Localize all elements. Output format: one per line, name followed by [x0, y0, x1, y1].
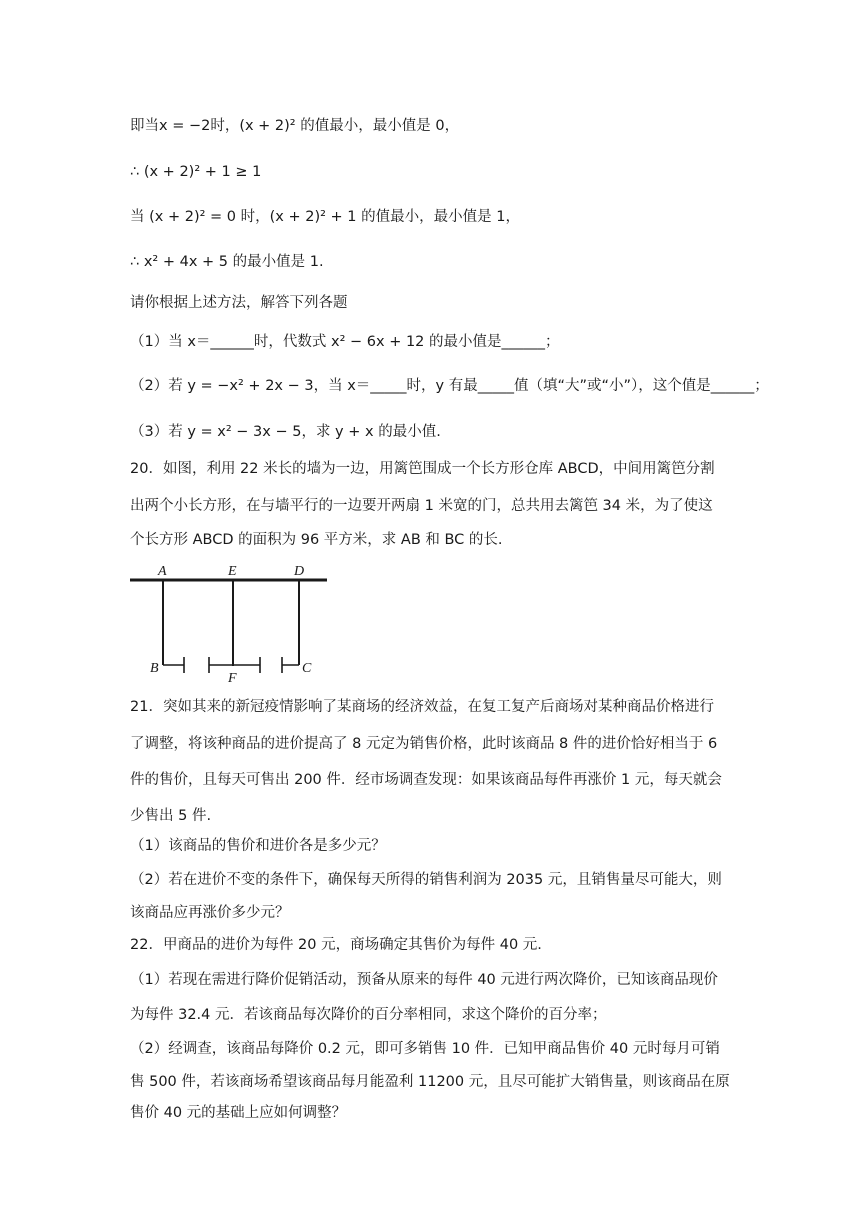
question-21-line-1: 21．突如其来的新冠疫情影响了某商场的经济效益，在复工复产后商场对某种商品价格进行	[130, 699, 714, 715]
question-22-part-1-line-1: （1）若现在需进行降价促销活动，预备从原来的每件 40 元进行两次降价，已知该商品现价	[130, 972, 718, 988]
question-22-part-2-line-3: 售价 40 元的基础上应如何调整？	[130, 1105, 347, 1121]
question-22-part-1-line-2: 为每件 32.4 元．若该商品每次降价的百分率相同，求这个降价的百分率；	[130, 1007, 607, 1023]
label-b: B	[150, 661, 159, 676]
question-20-line-1: 20．如图，利用 22 米长的墙为一边，用篱笆围成一个长方形仓库 ABCD，中间用篱笆分割	[130, 461, 715, 477]
question-22-part-2-line-1: （2）经调查，该商品每降价 0.2 元，即可多销售 10 件．已知甲商品售价 40 元时每月可销	[130, 1041, 720, 1057]
question-20-line-2: 出两个小长方形，在与墙平行的一边要开两扇 1 米宽的门，总共用去篱笆 34 米，为了使这	[130, 498, 713, 514]
question-21-part-2-line-2: 该商品应再涨价多少元？	[130, 905, 290, 921]
line-1: 即当x = −2时，(x + 2)² 的值最小，最小值是 0，	[130, 118, 460, 134]
label-e: E	[228, 564, 237, 579]
question-20-line-3: 个长方形 ABCD 的面积为 96 平方米，求 AB 和 BC 的长.	[130, 532, 503, 548]
line-4: ∴ x² + 4x + 5 的最小值是 1.	[130, 254, 324, 270]
label-d: D	[294, 564, 305, 579]
label-a: A	[158, 564, 167, 579]
line-5: 请你根据上述方法，解答下列各题	[130, 295, 348, 311]
question-19-part-2: （2）若 y = −x² + 2x − 3，当 x＝_____时，y 有最_____值（填“大”或“小”），这个值是______；	[130, 378, 769, 394]
label-c: C	[302, 661, 312, 676]
question-22-line-1: 22．甲商品的进价为每件 20 元，商场确定其售价为每件 40 元.	[130, 937, 542, 953]
question-21-part-1: （1）该商品的售价和进价各是多少元？	[130, 838, 386, 854]
question-22-part-2-line-2: 售 500 件，若该商场希望该商品每月能盈利 11200 元，且尽可能扩大销售量，则该商品在原	[130, 1074, 730, 1090]
label-f: F	[228, 671, 237, 685]
question-19-part-3: （3）若 y = x² − 3x − 5，求 y + x 的最小值.	[130, 424, 441, 440]
question-21-line-2: 了调整，将该种商品的进价提高了 8 元定为销售价格，此时该商品 8 件的进价恰好相当于 6	[130, 736, 718, 752]
line-3: 当 (x + 2)² = 0 时，(x + 2)² + 1 的值最小，最小值是 1，	[130, 209, 520, 225]
question-19-part-1: （1）当 x＝______时，代数式 x² − 6x + 12 的最小值是______；	[130, 334, 560, 350]
warehouse-diagram	[130, 560, 340, 685]
line-2: ∴ (x + 2)² + 1 ≥ 1	[130, 164, 262, 180]
question-21-line-3: 件的售价，且每天可售出 200 件．经市场调查发现：如果该商品每件再涨价 1 元，每天就会	[130, 772, 722, 788]
question-21-line-4: 少售出 5 件.	[130, 808, 212, 824]
question-21-part-2-line-1: （2）若在进价不变的条件下，确保每天所得的销售利润为 2035 元，且销售量尽可能大，则	[130, 872, 722, 888]
